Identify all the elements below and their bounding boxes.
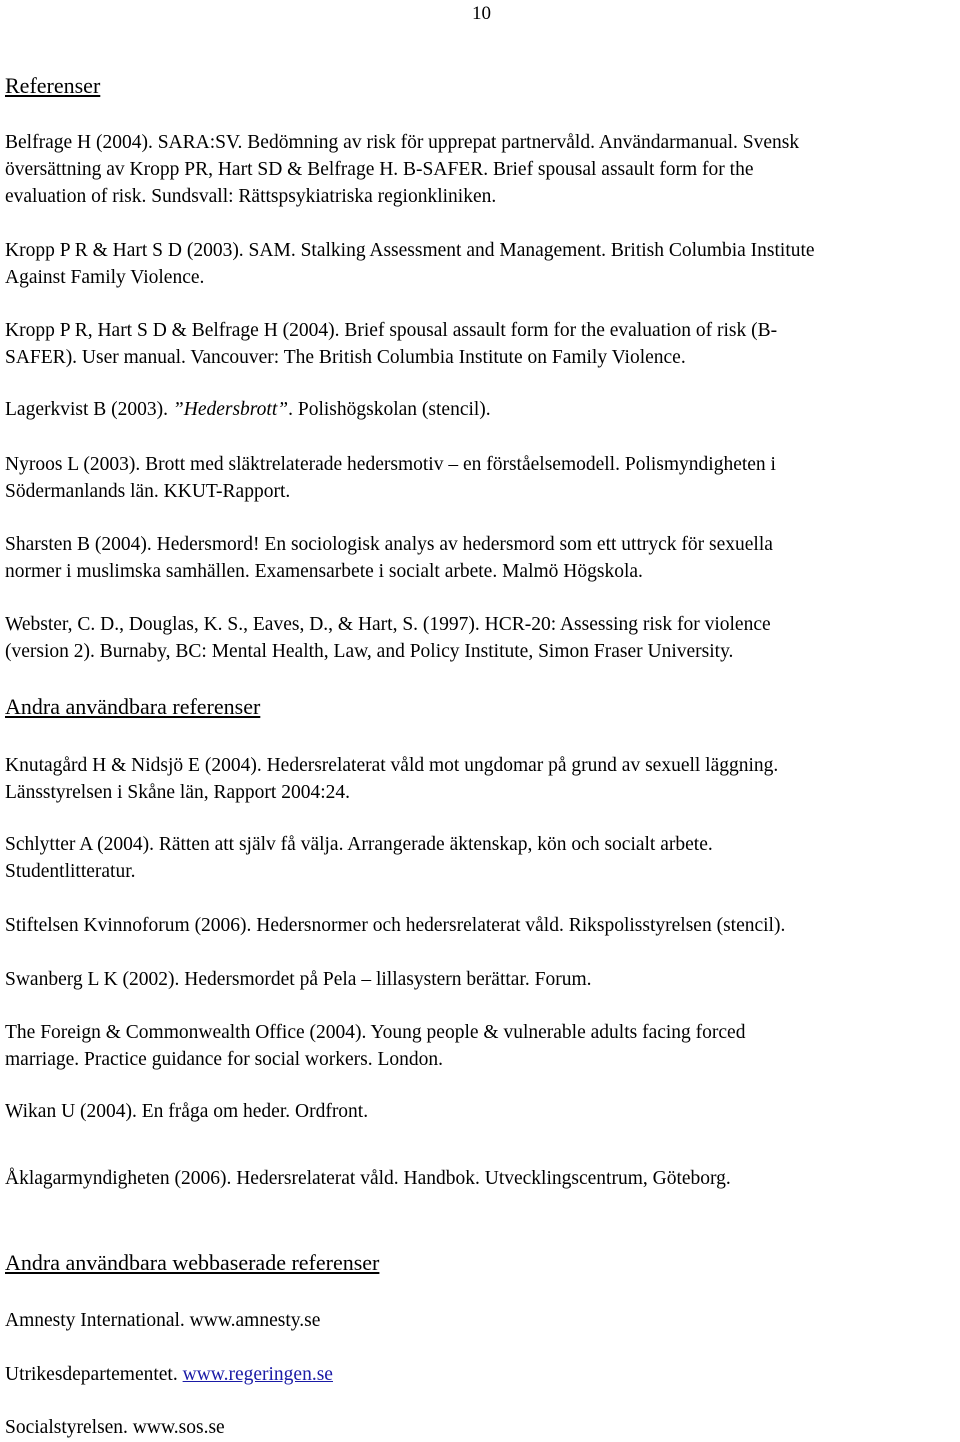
reference-line: Socialstyrelsen. www.sos.se [5, 1417, 225, 1438]
reference-line: Stiftelsen Kvinnoforum (2006). Hedersnormer och hedersrelaterat våld. Rikspolisstyrelsen (stencil). [5, 915, 786, 936]
reference-entry [5, 1361, 960, 1388]
reference-line: översättning av Kropp PR, Hart SD & Belfrage H. B-SAFER. Brief spousal assault form for the [5, 159, 754, 180]
reference-author: Lagerkvist B (2003). [5, 399, 173, 420]
section-heading-other-references: Andra användbara referenser [5, 694, 261, 719]
section-heading-web-references: Andra användbara webbaserade referenser [5, 1250, 380, 1275]
reference-line: Swanberg L K (2002). Hedersmordet på Pela – lillasystern berättar. Forum. [5, 969, 592, 990]
reference-line: Against Family Violence. [5, 267, 205, 288]
reference-entry [5, 1019, 960, 1073]
reference-italic-title: ”Hedersbrott” [172, 399, 289, 420]
reference-entry [5, 396, 960, 423]
reference-line: Sharsten B (2004). Hedersmord! En sociologisk analys av hedersmord som ett uttryck för sexuella [5, 534, 773, 555]
reference-line: Kropp P R & Hart S D (2003). SAM. Stalking Assessment and Management. British Columbia Institute [5, 240, 815, 261]
reference-line: Schlytter A (2004). Rätten att själv få välja. Arrangerade äktenskap, kön och socialt arbete. [5, 834, 713, 855]
reference-entry [5, 912, 960, 939]
reference-line: Amnesty International. www.amnesty.se [5, 1310, 321, 1331]
reference-entry [5, 531, 960, 585]
regeringen-link[interactable]: www.regeringen.se [182, 1364, 333, 1385]
reference-line: Belfrage H (2004). SARA:SV. Bedömning av risk för upprepat partnervåld. Användarmanual. Svensk [5, 132, 800, 153]
reference-author: Utrikesdepartementet. [5, 1364, 183, 1385]
reference-line: evaluation of risk. Sundsvall: Rättspsykiatriska regionkliniken. [5, 186, 497, 207]
reference-line: The Foreign & Commonwealth Office (2004). Young people & vulnerable adults facing forced [5, 1022, 746, 1043]
reference-publisher: . Polishögskolan (stencil). [288, 399, 491, 420]
reference-entry [5, 611, 960, 665]
reference-line: Södermanlands län. KKUT-Rapport. [5, 481, 291, 502]
reference-line: Kropp P R, Hart S D & Belfrage H (2004). Brief spousal assault form for the evaluation of risk (B- [5, 320, 778, 341]
reference-entry [5, 752, 960, 806]
reference-entry [5, 831, 960, 885]
reference-entry [5, 1098, 960, 1125]
reference-entry [5, 1165, 960, 1192]
reference-line: (version 2). Burnaby, BC: Mental Health, Law, and Policy Institute, Simon Fraser University. [5, 641, 734, 662]
reference-line: Nyroos L (2003). Brott med släktrelaterade hedersmotiv – en förståelsemodell. Polismyndigheten i [5, 454, 776, 475]
page-number: 10 [472, 3, 491, 24]
reference-line: Knutagård H & Nidsjö E (2004). Hedersrelaterat våld mot ungdomar på grund av sexuell läggning. [5, 755, 779, 776]
reference-entry [5, 1414, 960, 1441]
reference-line: Webster, C. D., Douglas, K. S., Eaves, D., & Hart, S. (1997). HCR-20: Assessing risk for violence [5, 614, 771, 635]
reference-line: Studentlitteratur. [5, 861, 136, 882]
section-heading-references: Referenser [5, 73, 101, 98]
reference-entry [5, 1307, 960, 1334]
reference-line: Wikan U (2004). En fråga om heder. Ordfront. [5, 1101, 369, 1122]
reference-entry [5, 451, 960, 505]
reference-entry [5, 129, 960, 210]
reference-line: SAFER). User manual. Vancouver: The British Columbia Institute on Family Violence. [5, 347, 686, 368]
reference-line: Länsstyrelsen i Skåne län, Rapport 2004:24. [5, 782, 350, 803]
reference-line: marriage. Practice guidance for social workers. London. [5, 1049, 444, 1070]
reference-line: Åklagarmyndigheten (2006). Hedersrelaterat våld. Handbok. Utvecklingscentrum, Göteborg. [5, 1168, 731, 1189]
reference-line: normer i muslimska samhällen. Examensarbete i socialt arbete. Malmö Högskola. [5, 561, 643, 582]
reference-entry [5, 317, 960, 371]
reference-entry [5, 966, 960, 993]
reference-entry [5, 237, 960, 291]
